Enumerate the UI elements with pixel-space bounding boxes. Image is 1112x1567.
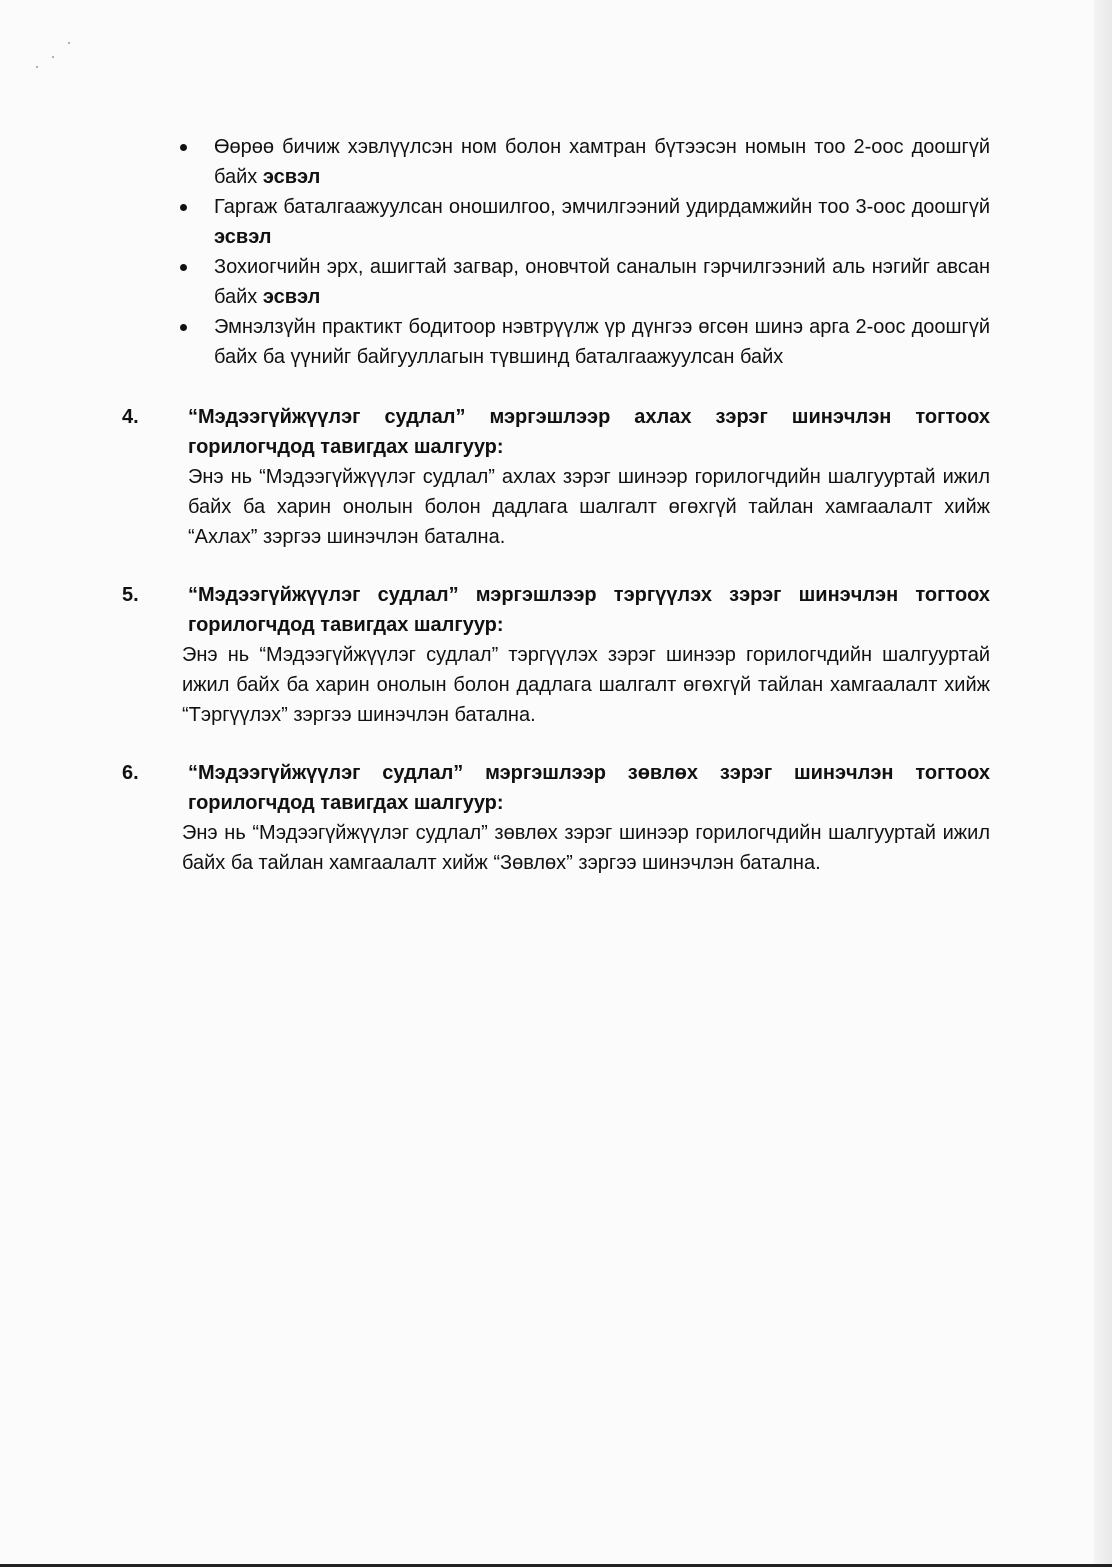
criteria-bullet-list: [120, 132, 990, 372]
bullet-icon: [180, 324, 187, 331]
bullet-text: Гаргаж баталгаажуулсан оношилгоо, эмчилгээний удирдамжийн тоо 3-оос доошгүй: [214, 196, 990, 218]
bullet-conjunction: эсвэл: [262, 286, 321, 308]
list-item: [180, 312, 990, 372]
bullet-text: Зохиогчийн эрх, ашигтай загвар, оновчтой саналын гэрчилгээний аль нэгийг авсан байх: [214, 256, 990, 308]
section-body: Энэ нь “Мэдээгүйжүүлэг судлал” зөвлөх зэрэг шинээр горилогчдийн шалгууртай ижил байх ба тайлан хамгаалалт хийж “Зөвлөх” зэргээ шинэчлэн батална.: [182, 822, 990, 874]
scan-edge: [1094, 0, 1112, 1567]
bullet-icon: [180, 264, 187, 271]
section-4: [120, 402, 990, 552]
section-6: [120, 758, 990, 878]
section-heading: “Мэдээгүйжүүлэг судлал” мэргэшлээр тэргүүлэх зэрэг шинэчлэн тогтоох горилогчдод тавигдах шалгуур:: [188, 584, 990, 636]
section-body: Энэ нь “Мэдээгүйжүүлэг судлал” тэргүүлэх зэрэг шинээр горилогчдийн шалгууртай ижил байх ба харин онолын болон дадлага шалгалт өгөхгүй тайлан хамгаалалт хийж “Тэргүүлэх” зэргээ шинэчлэн батална.: [182, 644, 990, 726]
list-item: [180, 132, 990, 192]
section-number: 4.: [122, 406, 139, 428]
section-number: 5.: [122, 584, 139, 606]
scan-speck: [36, 66, 38, 68]
bullet-conjunction: эсвэл: [214, 226, 272, 248]
document-body: [120, 132, 990, 878]
bullet-icon: [180, 204, 187, 211]
section-number: 6.: [122, 762, 139, 784]
bullet-conjunction: эсвэл: [262, 166, 321, 188]
bullet-text: Өөрөө бичиж хэвлүүлсэн ном болон хамтран бүтээсэн номын тоо 2-оос доошгүй байх: [214, 136, 990, 188]
scan-speck: [68, 42, 70, 44]
section-body: Энэ нь “Мэдээгүйжүүлэг судлал” ахлах зэрэг шинээр горилогчдийн шалгууртай ижил байх ба харин онолын болон дадлага шалгалт өгөхгүй тайлан хамгаалалт хийж “Ахлах” зэргээ шинэчлэн батална.: [188, 466, 990, 548]
section-heading: “Мэдээгүйжүүлэг судлал” мэргэшлээр зөвлөх зэрэг шинэчлэн тогтоох горилогчдод тавигдах шалгуур:: [188, 762, 990, 814]
list-item: [180, 192, 990, 252]
section-heading: “Мэдээгүйжүүлэг судлал” мэргэшлээр ахлах зэрэг шинэчлэн тогтоох горилогчдод тавигдах шалгуур:: [188, 406, 990, 458]
bullet-text: Эмнэлзүйн практикт бодитоор нэвтрүүлж үр дүнгээ өгсөн шинэ арга 2-оос доошгүй байх ба үүнийг байгууллагын түвшинд баталгаажуулсан байх: [214, 316, 990, 368]
list-item: [180, 252, 990, 312]
section-5: [120, 580, 990, 730]
bullet-icon: [180, 144, 187, 151]
scan-speck: [52, 56, 54, 58]
